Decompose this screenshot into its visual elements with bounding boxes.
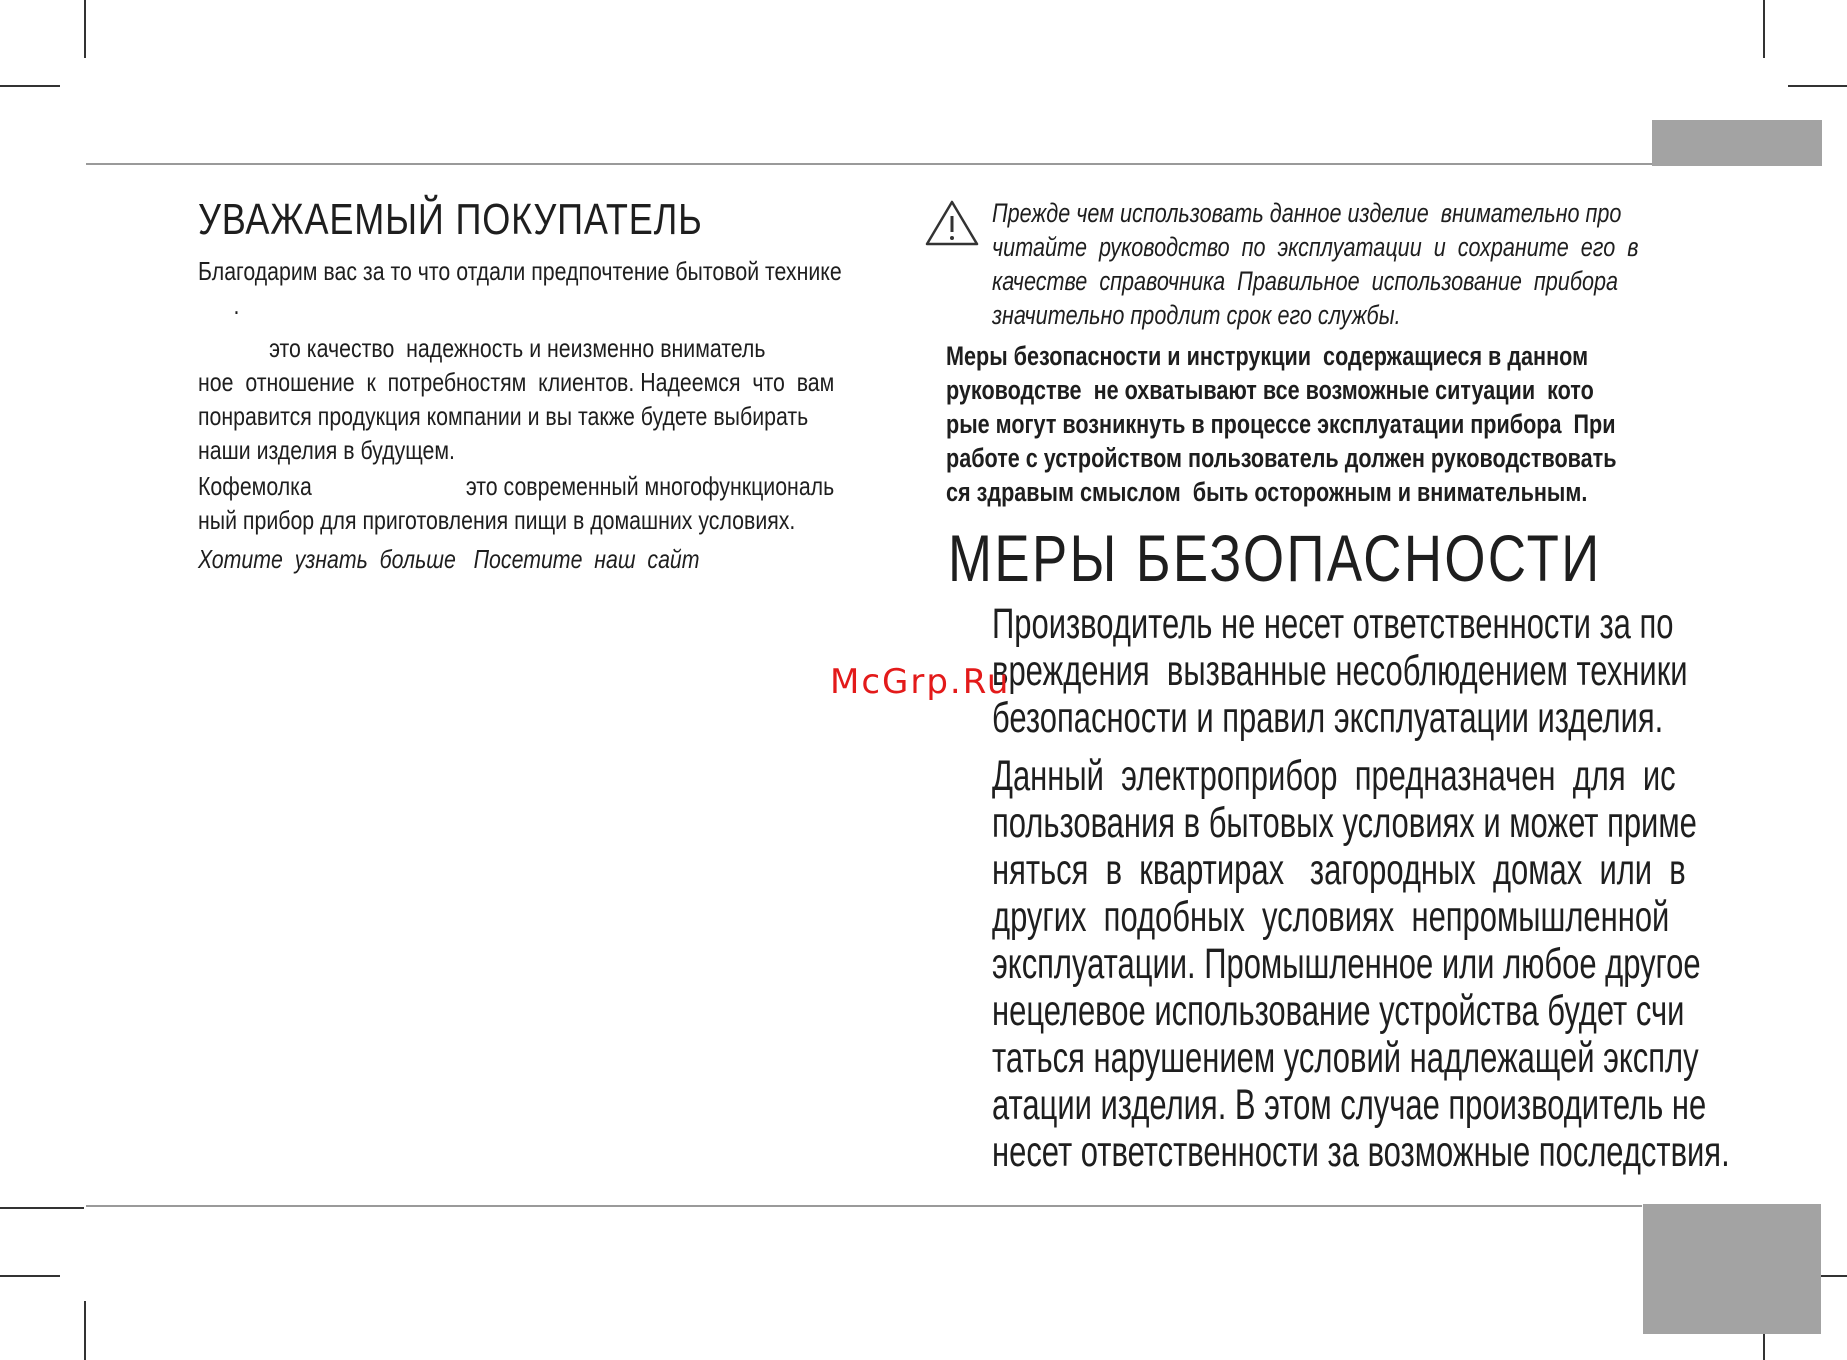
text-line: это качество надежность и неизменно вниматель bbox=[198, 333, 766, 363]
text-line: пользования в бытовых условиях и может приме bbox=[992, 799, 1697, 847]
top-side-tab bbox=[1652, 120, 1822, 166]
text-line: ный прибор для приготовления пищи в домашних условиях. bbox=[198, 505, 796, 535]
bottom-rule bbox=[86, 1205, 1642, 1207]
text-line: рые могут возникнуть в процессе эксплуатации прибора При bbox=[946, 409, 1616, 439]
text-line: . bbox=[198, 290, 240, 320]
greeting-title: УВАЖАЕМЫЙ ПОКУПАТЕЛЬ bbox=[198, 195, 703, 244]
text-line: ся здравым смыслом быть осторожным и внимательным. bbox=[946, 477, 1588, 507]
text-line: Меры безопасности и инструкции содержащиеся в данном bbox=[946, 341, 1589, 371]
text-line: руководстве не охватывают все возможные ситуации кото bbox=[946, 375, 1594, 405]
text-line: Благодарим вас за то что отдали предпочтение бытовой технике bbox=[198, 256, 842, 286]
text-line: ное отношение к потребностям клиентов. Надеемся что вам bbox=[198, 367, 835, 397]
text-line: понравится продукция компании и вы также будете выбирать bbox=[198, 401, 809, 431]
crop-mark bbox=[0, 85, 60, 87]
text-line: атации изделия. В этом случае производитель не bbox=[992, 1081, 1707, 1129]
quality-paragraph bbox=[198, 331, 834, 467]
text-line: эксплуатации. Промышленное или любое другое bbox=[992, 940, 1701, 988]
website-line: Хотите узнать больше Посетите наш сайт bbox=[198, 544, 700, 574]
text-line: таться нарушением условий надлежащей эксплу bbox=[992, 1034, 1699, 1082]
text-line: Данный электроприбор предназначен для ис bbox=[992, 752, 1676, 800]
text-line: значительно продлит срок его службы. bbox=[992, 300, 1401, 330]
watermark-link[interactable]: McGrp.Ru bbox=[830, 662, 1011, 702]
crop-mark bbox=[0, 1207, 84, 1209]
warning-triangle-icon bbox=[924, 199, 980, 247]
product-paragraph bbox=[198, 469, 834, 537]
text-line: несет ответственности за возможные последствия. bbox=[992, 1128, 1730, 1176]
crop-mark bbox=[84, 1301, 86, 1360]
text-line: вреждения вызванные несоблюдением техники bbox=[992, 647, 1688, 695]
text-line: Прежде чем использовать данное изделие внимательно про bbox=[992, 198, 1622, 228]
bottom-side-tab bbox=[1643, 1204, 1821, 1334]
text-line: работе с устройством пользователь должен руководствовать bbox=[946, 443, 1617, 473]
crop-mark bbox=[1788, 85, 1847, 87]
top-rule bbox=[86, 163, 1652, 165]
text-line: других подобных условиях непромышленной bbox=[992, 893, 1670, 941]
crop-mark bbox=[1763, 0, 1765, 58]
usage-paragraph bbox=[992, 753, 1730, 1176]
crop-mark bbox=[84, 0, 86, 58]
text-line: наши изделия в будущем. bbox=[198, 435, 455, 465]
text-line: Производитель не несет ответственности за по bbox=[992, 600, 1674, 648]
text-line: безопасности и правил эксплуатации изделия. bbox=[992, 694, 1664, 742]
text-line: читайте руководство по эксплуатации и сохраните его в bbox=[992, 232, 1639, 262]
text-line: няться в квартирах загородных домах или в bbox=[992, 846, 1686, 894]
safety-title: МЕРЫ БЕЗОПАСНОСТИ bbox=[948, 521, 1602, 595]
safety-disclaimer bbox=[946, 339, 1617, 509]
text-line: качестве справочника Правильное использование прибора bbox=[992, 266, 1619, 296]
warning-note bbox=[992, 196, 1639, 332]
crop-mark bbox=[0, 1275, 60, 1277]
text-line: нецелевое использование устройства будет счи bbox=[992, 987, 1685, 1035]
liability-paragraph bbox=[992, 601, 1688, 742]
text-line: Кофемолка это современный многофункциональ bbox=[198, 471, 835, 501]
thanks-paragraph bbox=[198, 254, 842, 322]
